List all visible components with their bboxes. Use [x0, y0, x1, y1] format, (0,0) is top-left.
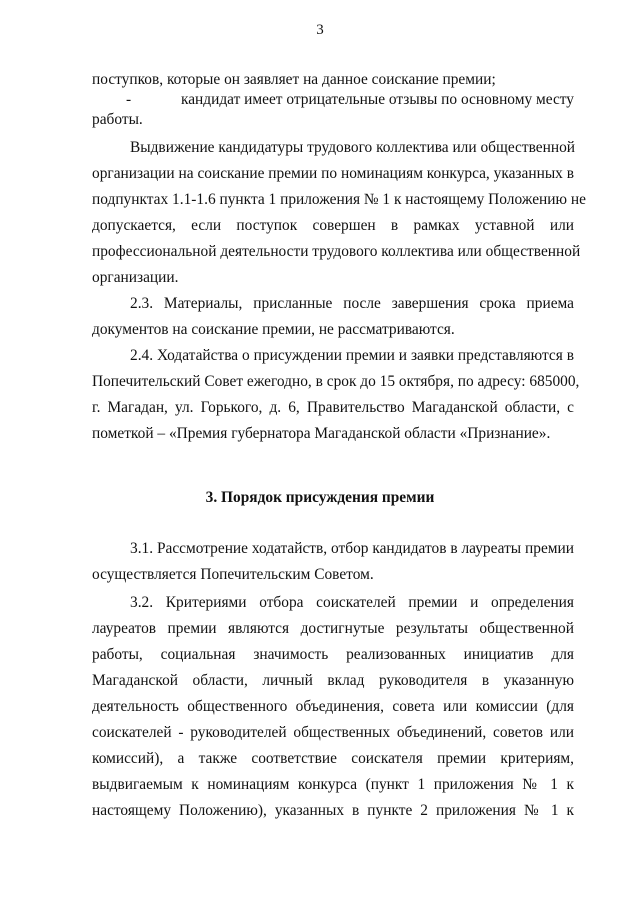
text-line: подпунктах 1.1-1.6 пункта 1 приложения № 1 к настоящему Положению не	[92, 191, 586, 208]
text-line: документов на соискание премии, не рассматриваются.	[92, 321, 455, 338]
text-line: профессиональной деятельности трудового коллектива или общественной	[92, 243, 581, 260]
list-dash: -	[126, 91, 132, 108]
text-line: допускается, если поступок совершен в рамках уставной или	[92, 217, 574, 234]
text-line: соискателей - руководителей общественных объединений, советов или	[92, 724, 574, 741]
text-line: организации.	[92, 269, 179, 286]
text-block-bottom	[92, 539, 574, 821]
text-block-top	[92, 70, 586, 444]
text-line: 2.3. Материалы, присланные после завершения срока приема	[130, 295, 574, 312]
text-line: выдвигаемым к номинациям конкурса (пункт 1 приложения № 1 к	[92, 776, 574, 793]
text-line: настоящему Положению), указанных в пункте 2 приложения № 1 к	[92, 802, 574, 819]
text-line: г. Магадан, ул. Горького, д. 6, Правительство Магаданской области, с	[92, 399, 574, 416]
text-line: пометкой – «Премия губернатора Магаданской области «Признание».	[92, 425, 551, 442]
list-item	[92, 90, 574, 110]
text-line: работы, социальная значимость реализованных инициатив для	[92, 646, 574, 663]
text-line: кандидат имеет отрицательные отзывы по основному месту	[180, 91, 574, 108]
page-number: 3	[316, 22, 324, 38]
text-line: лауреатов премии являются достигнутые результаты общественной	[92, 620, 574, 637]
text-line: Попечительский Совет ежегодно, в срок до 15 октября, по адресу: 685000,	[92, 373, 580, 390]
text-line: 2.4. Ходатайства о присуждении премии и заявки представляются в	[130, 347, 574, 364]
text-line: поступков, которые он заявляет на данное соискание премии;	[92, 71, 496, 88]
text-line: 3.2. Критериями отбора соискателей премии и определения	[130, 594, 574, 611]
section-heading: 3. Порядок присуждения премии	[205, 489, 435, 506]
text-line: работы.	[92, 111, 143, 128]
text-line: комиссий), а также соответствие соискателя премии критериям,	[92, 750, 574, 767]
text-line: 3.1. Рассмотрение ходатайств, отбор кандидатов в лауреаты премии	[130, 540, 574, 557]
text-line: организации на соискание премии по номинациям конкурса, указанных в	[92, 165, 574, 182]
text-line: осуществляется Попечительским Советом.	[92, 566, 374, 583]
text-line: Выдвижение кандидатуры трудового коллектива или общественной	[130, 139, 576, 156]
text-line: деятельность общественного объединения, совета или комиссии (для	[92, 698, 574, 715]
text-line: Магаданской области, личный вклад руководителя в указанную	[92, 672, 574, 689]
